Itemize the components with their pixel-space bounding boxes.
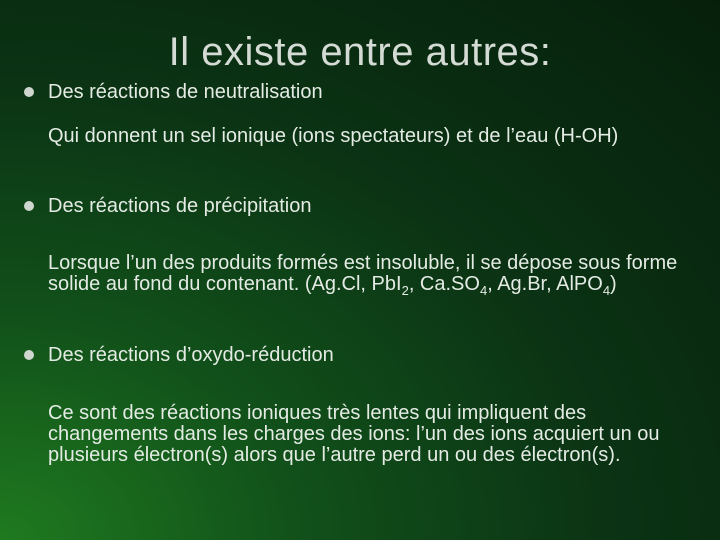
- subscript: 2: [401, 283, 409, 298]
- item-heading-oxydo-reduction: Des réactions d’oxydo-réduction: [48, 344, 334, 366]
- text-part: ): [610, 273, 617, 295]
- bullet-dot-icon: [24, 350, 34, 360]
- bullet-dot-icon: [24, 201, 34, 211]
- bullet-dot-icon: [24, 87, 34, 97]
- item-text-neutralisation: Qui donnent un sel ionique (ions spectateurs) et de l’eau (H-OH): [48, 125, 619, 147]
- subscript: 4: [602, 283, 611, 298]
- item-text-oxydo-reduction: Ce sont des réactions ioniques très lentes qui impliquent des changements dans les charges des ions: l’un des ions acquiert un ou plusieurs électron(s) alors que l’autre perd un ou des électron(s).: [48, 402, 660, 466]
- text-part: Lorsque l’un des produits formés est insoluble, il se dépose sous forme solide au fond du contenant. (Ag.Cl, PbI: [48, 252, 678, 295]
- slide-title: Il existe entre autres:: [168, 30, 552, 74]
- text-part: , Ca.SO: [408, 273, 480, 295]
- subscript: 4: [479, 283, 488, 298]
- text-part: , Ag.Br, AlPO: [487, 273, 603, 295]
- item-heading-precipitation: Des réactions de précipitation: [48, 195, 312, 217]
- item-text-precipitation: [48, 252, 698, 298]
- item-heading-neutralisation: Des réactions de neutralisation: [48, 81, 323, 103]
